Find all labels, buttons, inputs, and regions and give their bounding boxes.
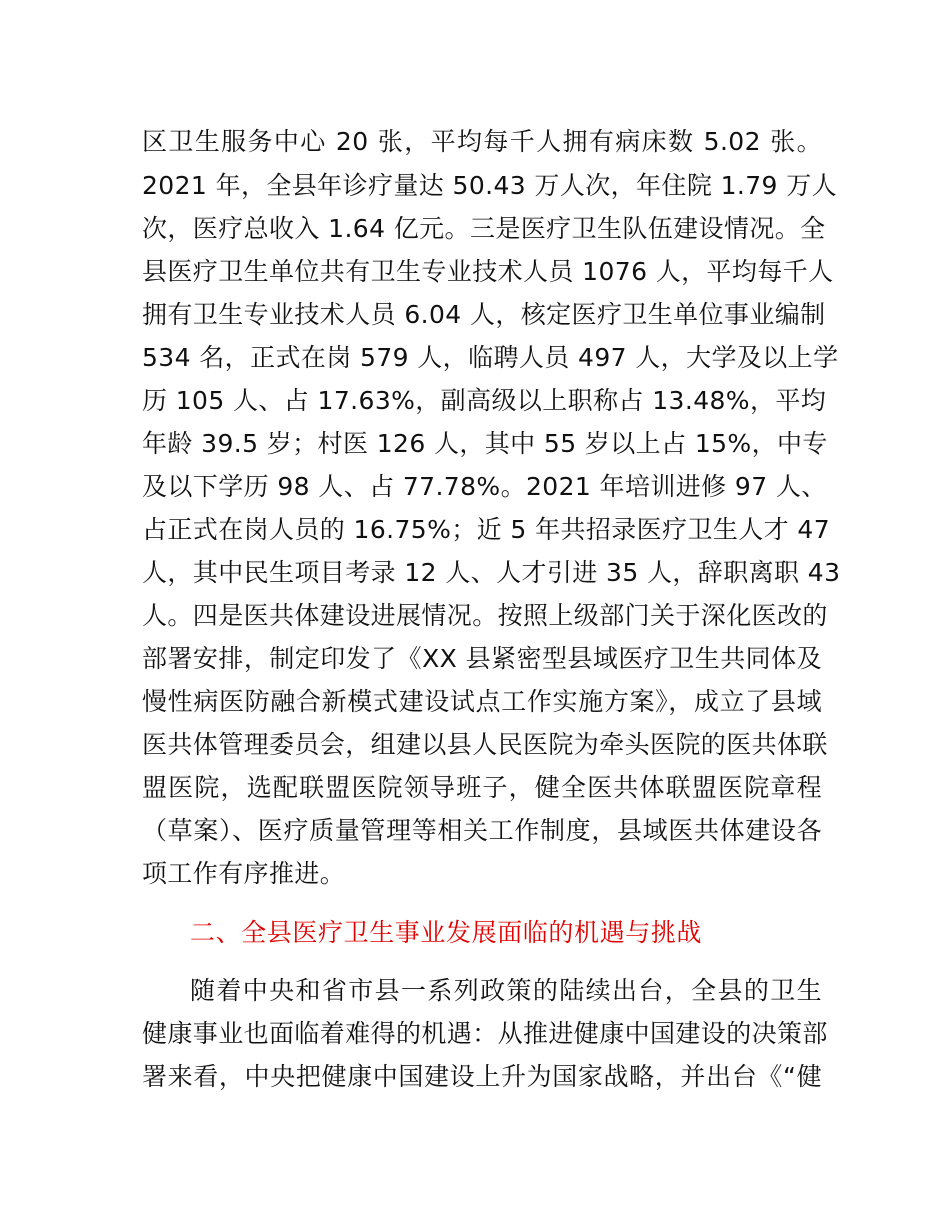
text-line: 年龄 39.5 岁；村医 126 人，其中 55 岁以上占 15%，中专 [142, 429, 828, 458]
text-line: 2021 年，全县年诊疗量达 50.43 万人次，年住院 1.79 万人 [142, 171, 837, 200]
section-heading: 二、全县医疗卫生事业发展面临的机遇与挑战 [190, 918, 703, 947]
text-line: 及以下学历 98 人、占 77.78%。2021 年培训进修 97 人、 [142, 472, 827, 501]
text-line: 历 105 人、占 17.63%，副高级以上职称占 13.48%，平均 [142, 386, 827, 415]
text-line: 健康事业也面临着难得的机遇：从推进健康中国建设的决策部 [142, 1019, 828, 1048]
text-line: 慢性病医防融合新模式建设试点工作实施方案》，成立了县域 [142, 687, 822, 716]
text-line: 项工作有序推进。 [142, 859, 346, 888]
text-line: （草案）、医疗质量管理等相关工作制度，县域医共体建设各 [142, 816, 822, 845]
text-line: 随着中央和省市县一系列政策的陆续出台，全县的卫生 [190, 976, 822, 1005]
text-line: 部署安排，制定印发了《XX 县紧密型县域医疗卫生共同体及 [142, 644, 822, 673]
text-line: 区卫生服务中心 20 张，平均每千人拥有病床数 5.02 张。 [142, 127, 822, 156]
text-line: 人，其中民生项目考录 12 人、人才引进 35 人，辞职离职 43 [142, 558, 841, 587]
text-line: 占正式在岗人员的 16.75%；近 5 年共招录医疗卫生人才 47 [142, 515, 831, 544]
text-line: 署来看，中央把健康中国建设上升为国家战略，并出台《“健 [142, 1062, 822, 1091]
text-line: 534 名，正式在岗 579 人，临聘人员 497 人，大学及以上学 [142, 343, 839, 372]
text-line: 医共体管理委员会，组建以县人民医院为牵头医院的医共体联 [142, 730, 828, 759]
text-line: 人。四是医共体建设进展情况。按照上级部门关于深化医改的 [142, 601, 828, 630]
text-line: 县医疗卫生单位共有卫生专业技术人员 1076 人，平均每千人 [142, 257, 834, 286]
text-line: 次，医疗总收入 1.64 亿元。三是医疗卫生队伍建设情况。全 [142, 214, 826, 243]
text-line: 拥有卫生专业技术人员 6.04 人，核定医疗卫生单位事业编制 [142, 300, 826, 329]
text-line: 盟医院，选配联盟医院领导班子，健全医共体联盟医院章程 [142, 773, 822, 802]
